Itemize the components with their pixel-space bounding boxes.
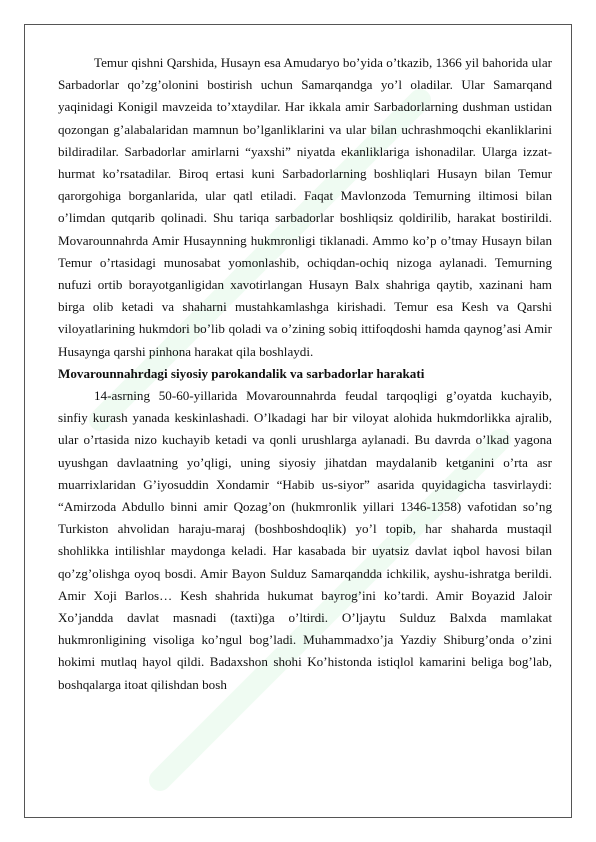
paragraph-2: 14-asrning 50-60-yillarida Movarounnahrda feudal tarqoqligi g’oyatda kuchayib, sinfiy kurash yanada keskinlashadi. O’lkadagi har bir viloyat alohida hukmdorlikka ajralib, ular o’rtasida nizo kuchayib ketadi va qonli urushlarga aylanadi. Bu davrda o’lkad yagona uyushgan davlaatning yo’qligi, uning siyosiy jihatdan maydalanib ketganini o’rta asr muarrixlaridan G’iyosuddin Xondamir “Habib us-siyor” asarida quyidagicha tasvirlaydi: “Amirzoda Abdullo binni amir Qozag’on (hukmronlik yillari 1346-1358) vafotidan so’ng Turkiston ahvolidan haraju-maraj (boshboshdoqlik) yo’l topib, har shaharda mustaqil shohlikka intilishlar maydonga keladi. Har kasabada bir uyatsiz davlat iqbol havosi bilan qo’zg’olishga oyoq bosdi. Amir Bayon Sulduz Samarqandda ichkilik, ayshu-ishratga berildi. Amir Xoji Barlos… Kesh shahrida hukumat bayrog’ini ko’tardi. Amir Boyazid Jaloir Xo’jandda davlat masnadi (taxti)ga o’ltirdi. O’ljaytu Sulduz Balxda mamlakat hukmronligining visoliga ko’ngul bog’ladi. Muhammadxo’ja Yazdiy Shiburg’onda o’zini hokimi mutlaq hayol qildi. Badaxshon shohi Ko’histonda istiqlol kamarini beliga bog’lab, boshqalarga itoat qilishdan bosh <box>58 388 552 692</box>
document-body <box>58 52 552 696</box>
paragraph-1: Temur qishni Qarshida, Husayn esa Amudaryo bo’yida o’tkazib, 1366 yil bahorida ular Sarbadorlar qo’zg’olonini bostirish uchun Samarqandga yo’l oladilar. Ular Samarqand yaqinidagi Konigil mavzeida to’xtaydilar. Har ikkala amir Sarbadorlarning dushman ustidan qozongan g’alabalaridan mamnun bo’lganliklarini va ular bilan uchrashmoqchi ekanliklarini bildiradilar. Sarbadorlar amirlarni “yaxshi” niyatda ekanliklariga ishonadilar. Ularga izzat-hurmat ko’rsatadilar. Biroq ertasi kuni Sarbadorlarning boshliqlari Husayn bilan Temur qarorgohiga borganlarida, ular qatl etiladi. Faqat Mavlonzoda Temurning iltimosi bilan o’limdan qutqarib qolinadi. Shu tariqa sarbadorlar boshliqsiz qoldirilib, harakat bostirildi. Movarounnahrda Amir Husaynning hukmronligi tiklanadi. Ammo ko’p o’tmay Husayn bilan Temur o’rtasidagi munosabat yomonlashib, ochiqdan-ochiq nizoga aylanadi. Temurning nufuzi ortib borayotganligidan xavotirlangan Husayn Balx shahriga qaytib, xazinani ham birga olib ketadi va shaharni mustahkamlashga kirishadi. Temur esa Kesh va Qarshi viloyatlarining hukmdori bo’lib qoladi va o’zining sobiq ittifoqdoshi hamda qaynog’asi Amir Husaynga qarshi pinhona harakat qila boshlaydi. <box>58 55 552 359</box>
section-heading: Movarounnahrdagi siyosiy parokandalik va sarbadorlar harakati <box>58 365 425 381</box>
